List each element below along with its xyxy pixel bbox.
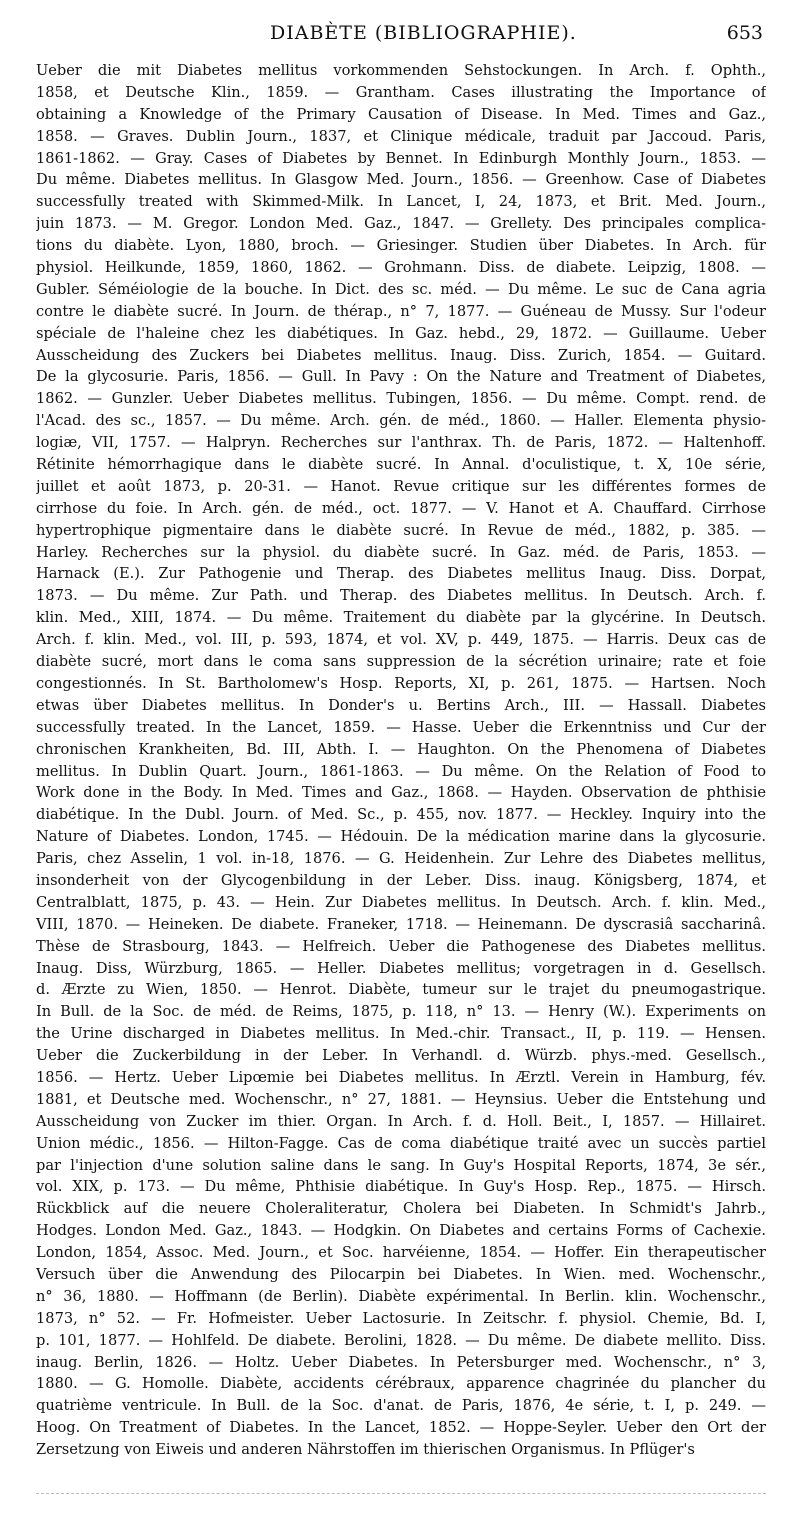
- text-line: De la glycosurie. Paris, 1856. — Gull. In Pavy : On the Nature and Treatment of Diabetes,: [36, 368, 766, 386]
- text-line: diabétique. In the Dubl. Journ. of Med. Sc., p. 455, nov. 1877. — Heckley. Inquiry into the: [36, 806, 766, 824]
- text-line: Zersetzung von Eiweis und anderen Nährstoffen im thierischen Organismus. In Pflüger's: [36, 1441, 695, 1459]
- text-line: 1858. — Graves. Dublin Journ., 1837, et Clinique médicale, traduit par Jaccoud. Paris,: [36, 127, 766, 145]
- text-line: Work done in the Body. In Med. Times and Gaz., 1868. — Hayden. Observation de phthisie: [36, 784, 766, 802]
- text-line: 1858, et Deutsche Klin., 1859. — Grantham. Cases illustrating the Importance of: [36, 83, 766, 101]
- text-line: Rétinite hémorrhagique dans le diabète sucré. In Annal. d'oculistique, t. X, 10e série,: [36, 456, 766, 474]
- text-line: 1873, n° 52. — Fr. Hofmeister. Ueber Lactosurie. In Zeitschr. f. physiol. Chemie, Bd. I,: [36, 1309, 766, 1327]
- text-line: 1861-1862. — Gray. Cases of Diabetes by Bennet. In Edinburgh Monthly Journ., 1853. —: [36, 149, 766, 167]
- text-line: VIII, 1870. — Heineken. De diabete. Franeker, 1718. — Heinemann. De dyscrasiâ saccharinâ.: [36, 915, 766, 933]
- text-line: p. 101, 1877. — Hohlfeld. De diabete. Berolini, 1828. — Du même. De diabete mellito. Diss.: [36, 1331, 766, 1349]
- text-line: London, 1854, Assoc. Med. Journ., et Soc. harvéienne, 1854. — Hoffer. Ein therapeutischer: [36, 1244, 766, 1262]
- bibliography-text: [36, 60, 766, 1461]
- text-line: hypertrophique pigmentaire dans le diabète sucré. In Revue de méd., 1882, p. 385. —: [36, 521, 766, 539]
- text-line: Nature of Diabetes. London, 1745. — Hédouin. De la médication marine dans la glycosurie.: [36, 828, 766, 846]
- text-line: 1862. — Gunzler. Ueber Diabetes mellitus. Tubingen, 1856. — Du même. Compt. rend. de: [36, 390, 766, 408]
- text-line: tions du diabète. Lyon, 1880, broch. — Griesinger. Studien über Diabetes. In Arch. für: [36, 237, 766, 255]
- text-line: obtaining a Knowledge of the Primary Causation of Disease. In Med. Times and Gaz.,: [36, 105, 766, 123]
- text-line: congestionnés. In St. Bartholomew's Hosp. Reports, XI, p. 261, 1875. — Hartsen. Noch: [36, 674, 766, 692]
- text-line: Thèse de Strasbourg, 1843. — Helfreich. Ueber die Pathogenese des Diabetes mellitus.: [36, 937, 766, 955]
- text-line: mellitus. In Dublin Quart. Journ., 1861-1863. — Du même. On the Relation of Food to: [36, 762, 766, 780]
- text-line: cirrhose du foie. In Arch. gén. de méd., oct. 1877. — V. Hanot et A. Chauffard. Cirrhose: [36, 499, 766, 517]
- text-line: l'Acad. des sc., 1857. — Du même. Arch. gén. de méd., 1860. — Haller. Elementa physio-: [36, 412, 766, 430]
- text-line: Harley. Recherches sur la physiol. du diabète sucré. In Gaz. méd. de Paris, 1853. —: [36, 543, 766, 561]
- text-line: Inaug. Diss, Würzburg, 1865. — Heller. Diabetes mellitus; vorgetragen in d. Gesellsch.: [36, 959, 766, 977]
- text-line: Ueber die Zuckerbildung in der Leber. In Verhandl. d. Würzb. phys.-med. Gesellsch.,: [36, 1047, 766, 1065]
- text-line: 1856. — Hertz. Ueber Lipœmie bei Diabetes mellitus. In Ærztl. Verein in Hamburg, fév.: [36, 1068, 766, 1086]
- text-line: par l'injection d'une solution saline dans le sang. In Guy's Hospital Reports, 1874, 3e sér.,: [36, 1156, 766, 1174]
- text-line: spéciale de l'haleine chez les diabétiques. In Gaz. hebd., 29, 1872. — Guillaume. Ueber: [36, 324, 766, 342]
- text-line: Hoog. On Treatment of Diabetes. In the Lancet, 1852. — Hoppe-Seyler. Ueber den Ort der: [36, 1419, 766, 1437]
- text-line: n° 36, 1880. — Hoffmann (de Berlin). Diabète expérimental. In Berlin. klin. Wochenschr.,: [36, 1287, 766, 1305]
- text-line: 1881, et Deutsche med. Wochenschr., n° 27, 1881. — Heynsius. Ueber die Entstehung und: [36, 1090, 766, 1108]
- page-number: 653: [726, 22, 763, 44]
- text-line: Du même. Diabetes mellitus. In Glasgow Med. Journ., 1856. — Greenhow. Case of Diabetes: [36, 171, 766, 189]
- text-line: vol. XIX, p. 173. — Du même, Phthisie diabétique. In Guy's Hosp. Rep., 1875. — Hirsch.: [36, 1178, 766, 1196]
- text-line: Hodges. London Med. Gaz., 1843. — Hodgkin. On Diabetes and certains Forms of Cachexie.: [36, 1222, 766, 1240]
- text-line: juin 1873. — M. Gregor. London Med. Gaz., 1847. — Grellety. Des principales complica-: [36, 215, 766, 233]
- text-line: contre le diabète sucré. In Journ. de thérap., n° 7, 1877. — Guéneau de Mussy. Sur l'odeur: [36, 302, 766, 320]
- text-line: diabète sucré, mort dans le coma sans suppression de la sécrétion urinaire; rate et foie: [36, 653, 766, 671]
- text-line: etwas über Diabetes mellitus. In Donder's u. Bertins Arch., III. — Hassall. Diabetes: [36, 696, 766, 714]
- text-line: Paris, chez Asselin, 1 vol. in-18, 1876. — G. Heidenhein. Zur Lehre des Diabetes mellitus,: [36, 850, 766, 868]
- text-line: 1880. — G. Homolle. Diabète, accidents cérébraux, apparence chagrinée du plancher du: [36, 1375, 766, 1393]
- text-line: d. Ærzte zu Wien, 1850. — Henrot. Diabète, tumeur sur le trajet du pneumogastrique.: [36, 981, 766, 999]
- text-line: logiæ, VII, 1757. — Halpryn. Recherches sur l'anthrax. Th. de Paris, 1872. — Haltenhoff.: [36, 434, 766, 452]
- text-line: chronischen Krankheiten, Bd. III, Abth. I. — Haughton. On the Phenomena of Diabetes: [36, 740, 766, 758]
- text-line: physiol. Heilkunde, 1859, 1860, 1862. — Grohmann. Diss. de diabete. Leipzig, 1808. —: [36, 259, 766, 277]
- text-line: successfully treated with Skimmed-Milk. In Lancet, I, 24, 1873, et Brit. Med. Journ.,: [36, 193, 766, 211]
- text-line: Arch. f. klin. Med., vol. III, p. 593, 1874, et vol. XV, p. 449, 1875. — Harris. Deux cas de: [36, 631, 766, 649]
- text-line: klin. Med., XIII, 1874. — Du même. Traitement du diabète par la glycérine. In Deutsch.: [36, 609, 766, 627]
- text-line: Gubler. Séméiologie de la bouche. In Dict. des sc. méd. — Du même. Le suc de Cana agria: [36, 280, 766, 298]
- text-line: successfully treated. In the Lancet, 1859. — Hasse. Ueber die Erkenntniss und Cur der: [36, 718, 766, 736]
- running-title: DIABÈTE (BIBLIOGRAPHIE).: [270, 22, 577, 44]
- text-line: Versuch über die Anwendung des Pilocarpin bei Diabetes. In Wien. med. Wochenschr.,: [36, 1265, 766, 1283]
- footer-rule: [36, 1493, 766, 1495]
- text-line: juillet et août 1873, p. 20-31. — Hanot. Revue critique sur les différentes formes de: [36, 477, 766, 495]
- text-line: 1873. — Du même. Zur Path. und Therap. des Diabetes mellitus. In Deutsch. Arch. f.: [36, 587, 766, 605]
- text-line: Union médic., 1856. — Hilton-Fagge. Cas de coma diabétique traité avec un succès partiel: [36, 1134, 766, 1152]
- text-line: Rückblick auf die neuere Choleraliteratur, Cholera bei Diabeten. In Schmidt's Jahrb.,: [36, 1200, 766, 1218]
- text-line: Ausscheidung des Zuckers bei Diabetes mellitus. Inaug. Diss. Zurich, 1854. — Guitard.: [36, 346, 766, 364]
- text-line: Harnack (E.). Zur Pathogenie und Therap. des Diabetes mellitus Inaug. Diss. Dorpat,: [36, 565, 766, 583]
- text-line: Centralblatt, 1875, p. 43. — Hein. Zur Diabetes mellitus. In Deutsch. Arch. f. klin. Med.,: [36, 893, 766, 911]
- text-line: Ueber die mit Diabetes mellitus vorkommenden Sehstockungen. In Arch. f. Ophth.,: [36, 62, 766, 79]
- text-line: Ausscheidung von Zucker im thier. Organ. In Arch. f. d. Holl. Beit., I, 1857. — Hillairet.: [36, 1112, 766, 1130]
- text-line: In Bull. de la Soc. de méd. de Reims, 1875, p. 118, n° 13. — Henry (W.). Experiments on: [36, 1003, 766, 1021]
- text-line: insonderheit von der Glycogenbildung in der Leber. Diss. inaug. Königsberg, 1874, et: [36, 871, 766, 889]
- page-header: [0, 22, 800, 50]
- text-line: inaug. Berlin, 1826. — Holtz. Ueber Diabetes. In Petersburger med. Wochenschr., n° 3,: [36, 1353, 766, 1371]
- text-line: quatrième ventricule. In Bull. de la Soc. d'anat. de Paris, 1876, 4e série, t. I, p. 249. —: [36, 1397, 766, 1415]
- text-line: the Urine discharged in Diabetes mellitus. In Med.-chir. Transact., II, p. 119. — Hensen.: [36, 1025, 766, 1043]
